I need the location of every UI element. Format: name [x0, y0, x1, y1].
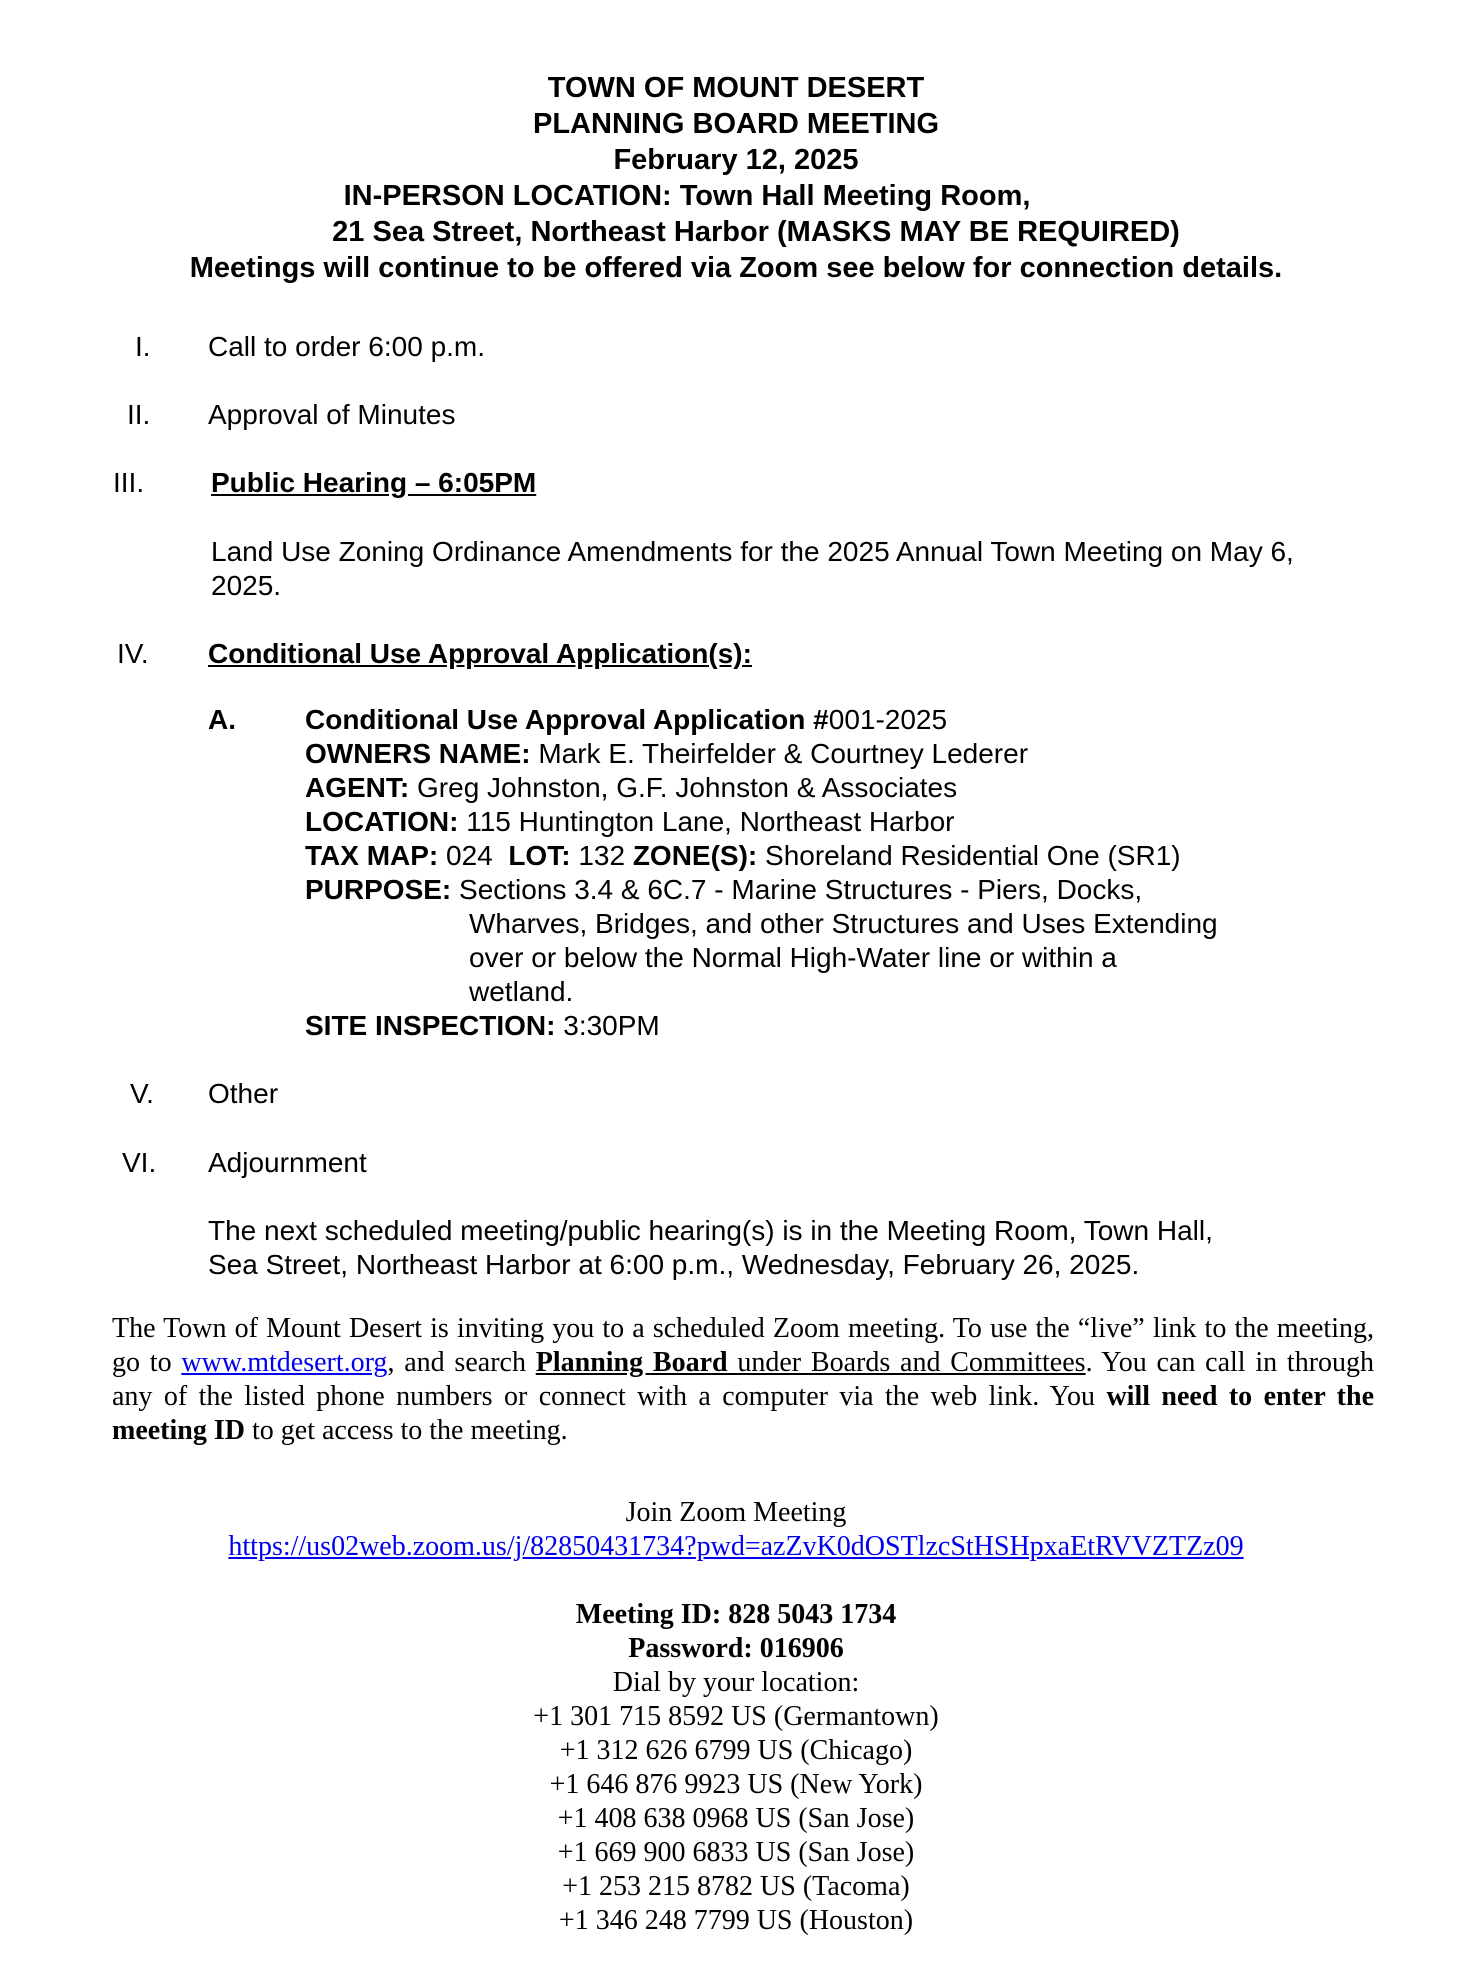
- public-hearing-text: Land Use Zoning Ordinance Amendments for the 2025 Annual Town Meeting on May 6,: [211, 536, 1294, 567]
- meeting-password: Password: 016906: [628, 1633, 844, 1664]
- zoom-meeting-link[interactable]: https://us02web.zoom.us/j/82850431734?pwd=azZvK0dOSTlzcStHSHpxaEtRVVZTZz09: [228, 1531, 1244, 1562]
- public-hearing-text: 2025.: [211, 570, 282, 601]
- purpose-continued: over or below the Normal High-Water line or within a: [469, 942, 1117, 973]
- address-line: 21 Sea Street, Northeast Harbor (MASKS MAY BE REQUIRED): [332, 216, 1180, 248]
- agenda-item-minutes: Approval of Minutes: [208, 399, 456, 430]
- dial-in-block: [0, 1598, 1472, 1938]
- tax-map-lot-zone: TAX MAP: 024 LOT: 132 ZONE(S): Shoreland Residential One (SR1): [305, 840, 1181, 871]
- agenda-item-adjournment: Adjournment: [208, 1147, 367, 1178]
- agenda-item-call-to-order: Call to order 6:00 p.m.: [208, 331, 486, 362]
- phone-number: +1 408 638 0968 US (San Jose): [557, 1803, 915, 1834]
- planning-board-text: Planning Board: [535, 1347, 728, 1378]
- application-title: Conditional Use Approval Application #001-2025: [305, 704, 948, 735]
- meeting-date: February 12, 2025: [613, 144, 859, 176]
- phone-number: +1 646 876 9923 US (New York): [549, 1769, 923, 1800]
- zoom-invitation-paragraph: The Town of Mount Desert is inviting you to a scheduled Zoom meeting. To use the “live” link to the meeting, go to www.mtdesert.org, and search Planning Board under Boards and Committees. You can call in through any of the listed phone numbers or connect with a computer via the web link. You will need to enter the meeting ID to get access to the meeting.: [112, 1313, 1375, 1446]
- agenda-number: III.: [113, 467, 145, 498]
- agenda-number: IV.: [117, 638, 149, 669]
- website-link[interactable]: www.mtdesert.org: [181, 1347, 388, 1378]
- purpose-continued: wetland.: [469, 976, 574, 1007]
- owners-name: OWNERS NAME: Mark E. Theirfelder & Courtney Lederer: [305, 738, 1029, 769]
- purpose-continued: Wharves, Bridges, and other Structures and Uses Extending: [469, 908, 1218, 939]
- phone-number: +1 312 626 6799 US (Chicago): [559, 1735, 913, 1766]
- phone-number: +1 253 215 8782 US (Tacoma): [562, 1871, 910, 1902]
- phone-number: +1 669 900 6833 US (San Jose): [557, 1837, 915, 1868]
- next-meeting-text: The next scheduled meeting/public hearing(s) is in the Meeting Room, Town Hall,: [208, 1215, 1213, 1246]
- agenda-number: II.: [127, 399, 151, 430]
- agenda-item-other: Other: [208, 1078, 279, 1109]
- purpose: PURPOSE: Sections 3.4 & 6C.7 - Marine Structures - Piers, Docks,: [305, 874, 1143, 905]
- conditional-use-heading: Conditional Use Approval Application(s):: [208, 638, 752, 669]
- next-meeting-text: Sea Street, Northeast Harbor at 6:00 p.m., Wednesday, February 26, 2025.: [208, 1249, 1140, 1280]
- agent: AGENT: Greg Johnston, G.F. Johnston & Associates: [305, 772, 958, 803]
- agenda-number: V.: [130, 1078, 154, 1109]
- meeting-id: Meeting ID: 828 5043 1734: [575, 1599, 897, 1630]
- dial-label: Dial by your location:: [612, 1667, 860, 1698]
- join-zoom-label: Join Zoom Meeting: [625, 1497, 847, 1528]
- zoom-notice: Meetings will continue to be offered via Zoom see below for connection details.: [189, 252, 1283, 284]
- phone-number: +1 301 715 8592 US (Germantown): [533, 1701, 939, 1732]
- phone-number: +1 346 248 7799 US (Houston): [558, 1905, 914, 1936]
- location-line: IN-PERSON LOCATION: Town Hall Meeting Room,: [343, 180, 1031, 212]
- public-hearing-heading: Public Hearing – 6:05PM: [211, 467, 537, 498]
- site-inspection: SITE INSPECTION: 3:30PM: [305, 1010, 660, 1041]
- agenda-number: VI.: [122, 1147, 157, 1178]
- meeting-title: PLANNING BOARD MEETING: [533, 108, 939, 140]
- join-zoom-block: [0, 1496, 1472, 1564]
- item-letter: A.: [208, 704, 236, 735]
- town-name: TOWN OF MOUNT DESERT: [547, 72, 925, 104]
- agenda-number: I.: [135, 331, 151, 362]
- location: LOCATION: 115 Huntington Lane, Northeast Harbor: [305, 806, 955, 837]
